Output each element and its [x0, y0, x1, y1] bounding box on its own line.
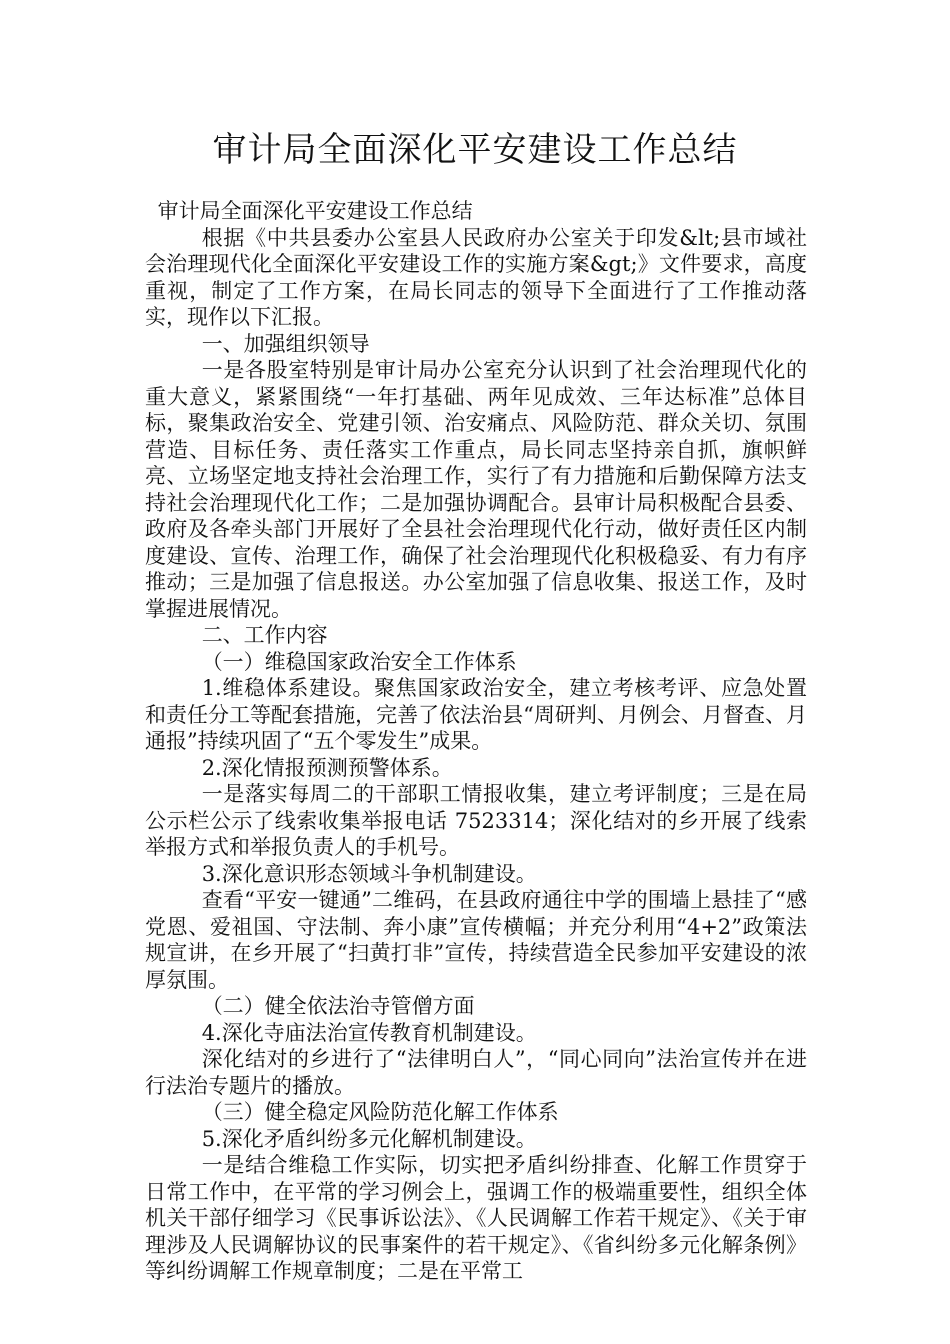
heading-item-2: 2.深化情报预测预警体系。: [201, 755, 453, 780]
paragraph-organization: 一是各股室特别是审计局办公室充分认识到了社会治理现代化的重大意义，紧紧围绕“一年打基础、两年见成效、三年达标准”总体目标，聚集政治安全、党建引领、治安痛点、风险防范、群众关切、氛围营造、目标任务、责任落实工作重点，局长同志坚持亲自抓，旗帜鲜亮、立场坚定地支持社会治理工作，实行了有力措施和后勤保障方法支持社会治理现代化工作；二是加强协调配合。县审计局积极配合县委、政府及各牵头部门开展好了全县社会治理现代化行动，做好责任区内制度建设、宣传、治理工作，确保了社会治理现代化积极稳妥、有力有序推动；三是加强了信息报送。办公室加强了信息收集、报送工作，及时掌握进展情况。: [145, 358, 807, 621]
subheading-1: （一）维稳国家政治安全工作体系: [201, 649, 517, 674]
heading-item-3: 3.深化意识形态领域斗争机制建设。: [201, 861, 537, 886]
heading-item-4: 4.深化寺庙法治宣传教育机制建设。: [201, 1020, 537, 1045]
paragraph-item-2: 一是落实每周二的干部职工情报收集，建立考评制度；三是在局公示栏公示了线索收集举报电话 7523314；深化结对的乡开展了线索举报方式和举报负责人的手机号。: [145, 782, 807, 859]
paragraph-item-5: 一是结合维稳工作实际，切实把矛盾纠纷排查、化解工作贯穿于日常工作中，在平常的学习例会上，强调工作的极端重要性，组织全体机关干部仔细学习《民事诉讼法》、《人民调解工作若干规定》、《关于审理涉及人民调解协议的民事案件的若干规定》、《省纠纷多元化解条例》等纠纷调解工作规章制度；二是在平常工: [145, 1153, 807, 1283]
heading-section-1: 一、加强组织领导: [201, 331, 370, 356]
document-title: 审计局全面深化平安建设工作总结: [212, 130, 738, 170]
subheading-3: （三）健全稳定风险防范化解工作体系: [201, 1100, 559, 1124]
document-subtitle: 审计局全面深化平安建设工作总结: [157, 199, 473, 223]
heading-item-5: 5.深化矛盾纠纷多元化解机制建设。: [201, 1126, 537, 1151]
document-body: [145, 198, 807, 1285]
paragraph-item-1: 1.维稳体系建设。聚焦国家政治安全，建立考核考评、应急处置和责任分工等配套措施，完善了依法治县“周研判、月例会、月督查、月通报”持续巩固了“五个零发生”成果。: [145, 676, 807, 753]
subheading-2: （二）健全依法治寺管僧方面: [201, 994, 475, 1018]
paragraph-intro: 根据《中共县委办公室县人民政府办公室关于印发&lt;县市域社会治理现代化全面深化平安建设工作的实施方案&gt;》文件要求，高度重视，制定了工作方案，在局长同志的领导下全面进行了工作推动落实，现作以下汇报。: [145, 225, 807, 329]
paragraph-item-3: 查看“平安一键通”二维码，在县政府通往中学的围墙上悬挂了“感党恩、爱祖国、守法制、奔小康”宣传横幅；并充分利用“4+2”政策法规宣讲，在乡开展了“扫黄打非”宣传，持续营造全民参加平安建设的浓厚氛围。: [145, 888, 807, 992]
heading-section-2: 二、工作内容: [201, 623, 328, 647]
paragraph-item-4: 深化结对的乡进行了“法律明白人”，“同心同向”法治宣传并在进行法治专题片的播放。: [145, 1047, 807, 1098]
